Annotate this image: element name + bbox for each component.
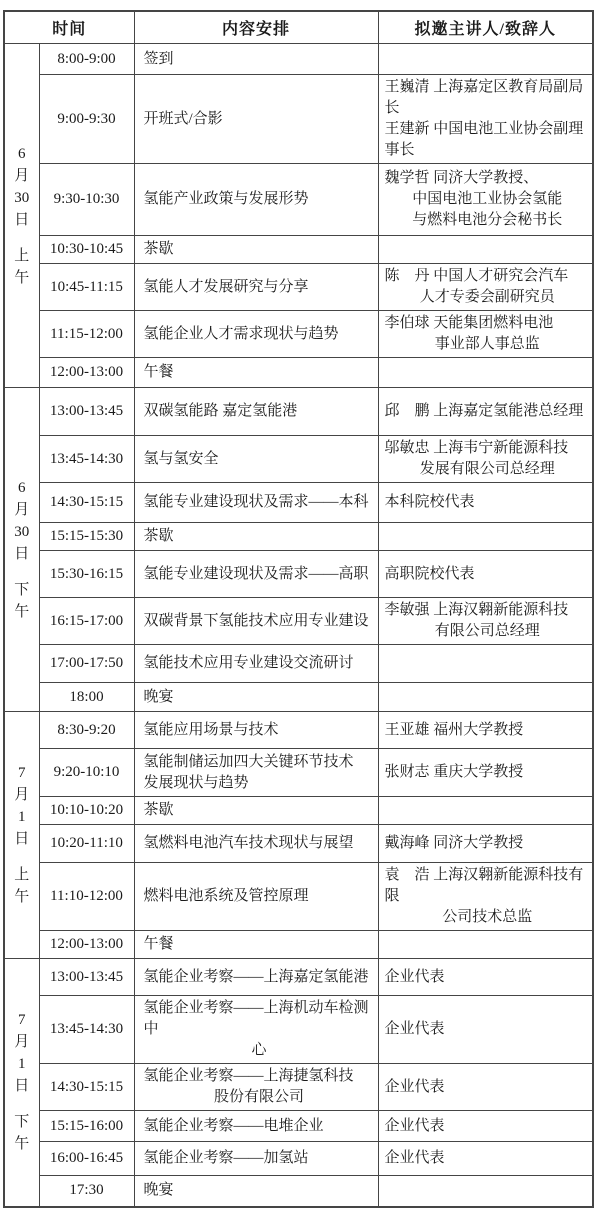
speaker-line: 企业代表	[384, 1021, 445, 1037]
time-cell: 9:00-9:30	[39, 75, 134, 164]
date-char: 7	[18, 1012, 26, 1029]
speaker-line: 企业代表	[384, 1078, 445, 1095]
content-cell	[134, 164, 378, 236]
speaker-cell	[378, 598, 593, 645]
content-line: 燃料电池系统及管控原理	[143, 888, 309, 904]
content-line: 氢能企业考察——电堆企业	[143, 1117, 324, 1134]
content-cell	[134, 358, 378, 388]
date-char: 6	[18, 479, 26, 496]
time-cell: 17:00-17:50	[39, 645, 134, 683]
speaker-cell	[378, 645, 593, 683]
date-cell	[4, 712, 39, 959]
content-line: 双碳氢能路 嘉定氢能港	[143, 403, 298, 419]
content-cell	[134, 264, 378, 311]
speaker-cell	[378, 863, 593, 931]
content-cell	[134, 996, 378, 1064]
speaker-line: 李敏强 上海汉翱新能源科技	[384, 602, 569, 618]
speaker-line: 本科院校代表	[384, 494, 475, 510]
time-cell: 9:30-10:30	[39, 164, 134, 236]
schedule-row	[4, 264, 593, 311]
schedule-row	[4, 436, 593, 483]
speaker-line: 企业代表	[384, 968, 445, 985]
speaker-cell	[378, 1064, 593, 1111]
speaker-cell	[378, 996, 593, 1064]
schedule-row	[4, 996, 593, 1064]
speaker-line: 人才专委会副研究员	[419, 289, 555, 305]
time-cell: 10:20-11:10	[39, 825, 134, 863]
schedule-row	[4, 483, 593, 523]
content-line: 签到	[143, 50, 174, 67]
content-cell	[134, 311, 378, 358]
date-gap	[5, 850, 39, 864]
speaker-line: 张财志 重庆大学教授	[384, 764, 524, 780]
content-cell	[134, 236, 378, 264]
time-cell: 8:30-9:20	[39, 712, 134, 749]
time-cell: 12:00-13:00	[39, 931, 134, 959]
content-cell	[134, 1176, 378, 1207]
period-char: 午	[14, 1136, 30, 1153]
speaker-line: 公司技术总监	[442, 909, 533, 925]
content-line: 氢能专业建设现状及需求——高职	[143, 565, 369, 582]
date-gap	[5, 565, 39, 579]
content-cell	[134, 388, 378, 436]
schedule-row	[4, 749, 593, 797]
time-cell: 15:15-16:00	[39, 1111, 134, 1142]
time-cell: 10:30-10:45	[39, 236, 134, 264]
speaker-cell	[378, 164, 593, 236]
content-line: 氢能制储运加四大关键环节技术	[143, 753, 354, 770]
period-char: 上	[14, 247, 30, 264]
schedule-row	[4, 598, 593, 645]
content-line: 心	[251, 1042, 267, 1058]
time-column-header: 时间	[4, 11, 134, 44]
date-gap	[5, 1097, 39, 1111]
speaker-line: 企业代表	[384, 1150, 445, 1166]
date-cell	[4, 388, 39, 712]
schedule-row	[4, 931, 593, 959]
date-char: 月	[14, 787, 30, 803]
time-cell: 12:00-13:00	[39, 358, 134, 388]
schedule-row	[4, 75, 593, 164]
time-cell: 11:15-12:00	[39, 311, 134, 358]
speaker-cell	[378, 1142, 593, 1176]
content-line: 发展现状与趋势	[143, 774, 249, 791]
period-char: 午	[14, 603, 30, 620]
schedule-row	[4, 44, 593, 75]
content-cell	[134, 749, 378, 797]
schedule-row	[4, 825, 593, 863]
content-line: 股份有限公司	[214, 1089, 305, 1105]
speaker-cell	[378, 712, 593, 749]
date-char: 日	[14, 831, 30, 847]
schedule-row	[4, 1176, 593, 1207]
time-cell: 13:00-13:45	[39, 959, 134, 996]
content-line: 氢能企业考察——上海机动车检测中	[143, 1000, 369, 1037]
speaker-line: 戴海峰 同济大学教授	[384, 835, 524, 851]
content-cell	[134, 44, 378, 75]
content-line: 氢能人才发展研究与分享	[143, 278, 309, 295]
speaker-cell	[378, 825, 593, 863]
date-cell	[4, 959, 39, 1207]
time-cell: 10:10-10:20	[39, 797, 134, 825]
time-cell: 13:00-13:45	[39, 388, 134, 436]
speaker-line: 发展有限公司总经理	[419, 461, 555, 477]
speaker-cell	[378, 749, 593, 797]
speaker-cell	[378, 959, 593, 996]
date-char: 月	[14, 167, 30, 184]
content-line: 氢能企业考察——上海捷氢科技	[143, 1068, 354, 1084]
schedule-row	[4, 797, 593, 825]
time-cell: 14:30-15:15	[39, 1064, 134, 1111]
speaker-line: 邱 鹏 上海嘉定氢能港总经理	[384, 403, 584, 419]
content-line: 氢能应用场景与技术	[143, 721, 279, 738]
speaker-column-header: 拟邀主讲人/致辞人	[378, 11, 593, 44]
date-char: 1	[18, 1056, 26, 1073]
date-char: 月	[14, 501, 30, 518]
time-cell: 14:30-15:15	[39, 483, 134, 523]
schedule-row	[4, 1142, 593, 1176]
time-cell: 8:00-9:00	[39, 44, 134, 75]
content-line: 氢燃料电池汽车技术现状与展望	[143, 835, 354, 851]
speaker-line: 高职院校代表	[384, 565, 475, 582]
content-line: 开班式/合影	[143, 110, 223, 127]
speaker-cell	[378, 1111, 593, 1142]
speaker-line: 王巍清 上海嘉定区教育局副局长	[384, 79, 584, 116]
content-cell	[134, 931, 378, 959]
speaker-cell	[378, 551, 593, 598]
content-line: 氢能专业建设现状及需求——本科	[143, 494, 369, 510]
schedule-row	[4, 959, 593, 996]
content-cell	[134, 1111, 378, 1142]
schedule-row	[4, 358, 593, 388]
time-cell: 9:20-10:10	[39, 749, 134, 797]
date-char: 30	[14, 189, 30, 206]
header-row	[4, 11, 593, 44]
speaker-line: 王亚雄 福州大学教授	[384, 721, 524, 738]
date-char: 日	[14, 211, 30, 228]
schedule-table	[3, 10, 594, 1208]
content-line: 氢能技术应用专业建设交流研讨	[143, 655, 354, 671]
speaker-line: 中国电池工业协会氢能	[412, 191, 563, 207]
speaker-cell	[378, 683, 593, 712]
speaker-line: 陈 丹 中国人才研究会汽车	[384, 268, 569, 284]
schedule-row	[4, 236, 593, 264]
time-cell: 13:45-14:30	[39, 436, 134, 483]
content-line: 氢与氢安全	[143, 450, 219, 467]
time-cell: 15:15-15:30	[39, 523, 134, 551]
schedule-row	[4, 523, 593, 551]
content-line: 双碳背景下氢能技术应用专业建设	[143, 612, 369, 629]
schedule-row	[4, 551, 593, 598]
content-line: 午餐	[143, 364, 174, 380]
period-char: 午	[14, 269, 30, 286]
date-char: 30	[14, 523, 30, 540]
speaker-line: 魏学哲 同济大学教授、	[384, 170, 539, 186]
date-char: 6	[18, 145, 26, 162]
speaker-cell	[378, 311, 593, 358]
speaker-line: 袁 浩 上海汉翱新能源科技有限	[384, 867, 584, 904]
content-line: 茶歇	[143, 241, 174, 257]
time-cell: 11:10-12:00	[39, 863, 134, 931]
speaker-line: 王建新 中国电池工业协会副理事长	[384, 121, 584, 158]
content-line: 氢能企业考察——加氢站	[143, 1150, 309, 1166]
content-cell	[134, 863, 378, 931]
period-char: 下	[14, 1114, 30, 1131]
content-line: 氢能企业考察——上海嘉定氢能港	[143, 968, 369, 985]
speaker-cell	[378, 388, 593, 436]
schedule-row	[4, 164, 593, 236]
schedule-row	[4, 311, 593, 358]
time-cell: 18:00	[39, 683, 134, 712]
schedule-row	[4, 645, 593, 683]
content-line: 氢能企业人才需求现状与趋势	[143, 325, 339, 342]
content-line: 午餐	[143, 936, 174, 952]
speaker-cell	[378, 797, 593, 825]
speaker-cell	[378, 436, 593, 483]
speaker-cell	[378, 236, 593, 264]
content-line: 晚宴	[143, 688, 174, 705]
speaker-cell	[378, 1176, 593, 1207]
schedule-row	[4, 388, 593, 436]
content-cell	[134, 712, 378, 749]
content-cell	[134, 1142, 378, 1176]
date-char: 日	[14, 1078, 30, 1095]
speaker-line: 企业代表	[384, 1117, 445, 1134]
schedule-row	[4, 1111, 593, 1142]
content-line: 晚宴	[143, 1182, 174, 1199]
date-char: 7	[18, 765, 26, 781]
speaker-cell	[378, 931, 593, 959]
speaker-cell	[378, 483, 593, 523]
speaker-cell	[378, 75, 593, 164]
speaker-cell	[378, 523, 593, 551]
date-gap	[5, 231, 39, 245]
content-cell	[134, 75, 378, 164]
content-line: 茶歇	[143, 528, 174, 544]
date-char: 日	[14, 545, 30, 562]
schedule-row	[4, 1064, 593, 1111]
content-cell	[134, 551, 378, 598]
content-cell	[134, 598, 378, 645]
speaker-line: 事业部人事总监	[434, 336, 540, 352]
speaker-line: 与燃料电池分会秘书长	[412, 212, 563, 228]
content-cell	[134, 797, 378, 825]
date-char: 月	[14, 1034, 30, 1051]
speaker-cell	[378, 264, 593, 311]
content-cell	[134, 523, 378, 551]
period-char: 上	[14, 867, 30, 883]
speaker-cell	[378, 44, 593, 75]
time-cell: 16:00-16:45	[39, 1142, 134, 1176]
time-cell: 17:30	[39, 1176, 134, 1207]
content-cell	[134, 959, 378, 996]
speaker-line: 有限公司总经理	[434, 623, 540, 639]
time-cell: 13:45-14:30	[39, 996, 134, 1064]
content-cell	[134, 1064, 378, 1111]
time-cell: 15:30-16:15	[39, 551, 134, 598]
period-char: 下	[14, 581, 30, 598]
schedule-row	[4, 863, 593, 931]
content-line: 茶歇	[143, 802, 174, 818]
content-cell	[134, 436, 378, 483]
time-cell: 16:15-17:00	[39, 598, 134, 645]
date-cell	[4, 44, 39, 388]
content-cell	[134, 645, 378, 683]
speaker-line: 李伯球 天能集团燃料电池	[384, 315, 554, 331]
content-line: 氢能产业政策与发展形势	[143, 191, 309, 207]
schedule-row	[4, 683, 593, 712]
speaker-line: 邬敏忠 上海韦宁新能源科技	[384, 440, 569, 456]
speaker-cell	[378, 358, 593, 388]
content-column-header: 内容安排	[134, 11, 378, 44]
content-cell	[134, 825, 378, 863]
content-cell	[134, 483, 378, 523]
period-char: 午	[14, 889, 30, 905]
time-cell: 10:45-11:15	[39, 264, 134, 311]
date-char: 1	[18, 809, 26, 825]
content-cell	[134, 683, 378, 712]
schedule-row	[4, 712, 593, 749]
